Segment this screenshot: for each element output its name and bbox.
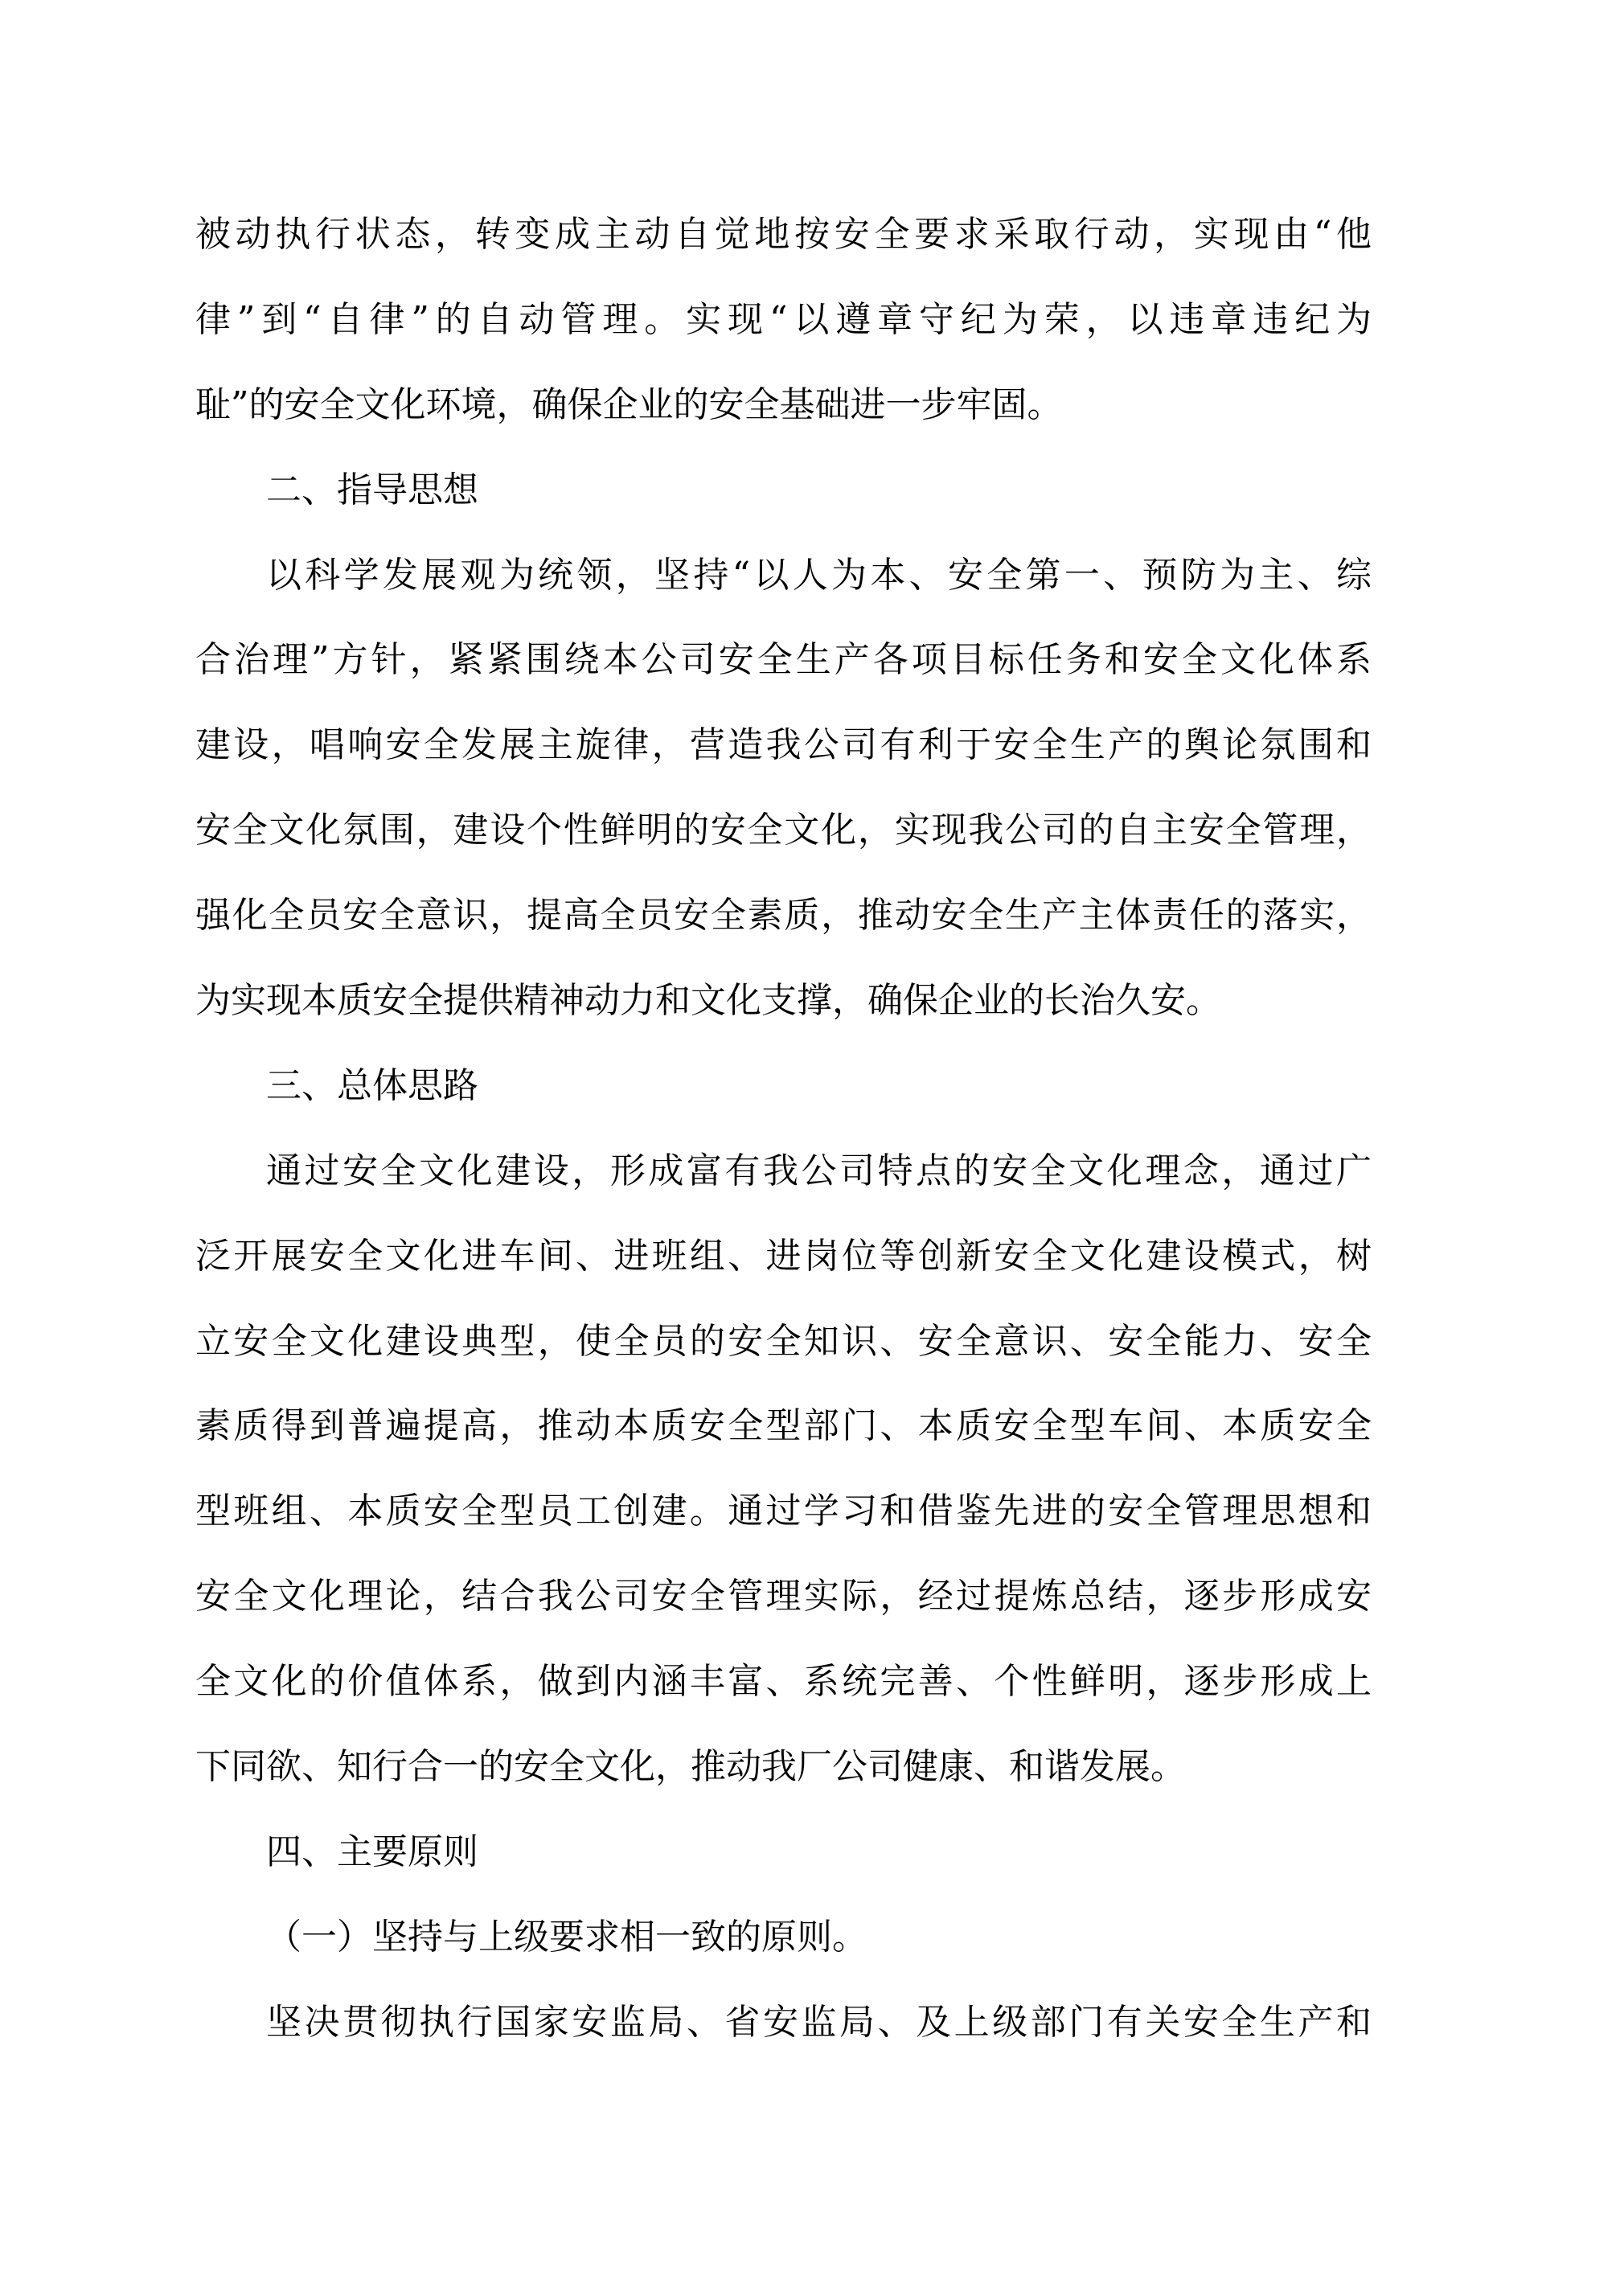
paragraph-line: 以科学发展观为统领，坚持“以人为本、安全第一、预防为主、综 (266, 554, 1372, 596)
paragraph-line: 安全文化氛围，建设个性鲜明的安全文化，实现我公司的自主安全管理， (195, 810, 1372, 851)
paragraph-line: 全文化的价值体系，做到内涵丰富、系统完善、个性鲜明，逐步形成上 (195, 1661, 1372, 1703)
paragraph-line: 泛开展安全文化进车间、进班组、进岗位等创新安全文化建设模式，树 (195, 1235, 1372, 1277)
paragraph-line: 建设，唱响安全发展主旋律，营造我公司有利于安全生产的舆论氛围和 (195, 724, 1372, 766)
paragraph-line: 坚决贯彻执行国家安监局、省安监局、及上级部门有关安全生产和 (266, 2001, 1372, 2043)
paragraph-line: 立安全文化建设典型，使全员的安全知识、安全意识、安全能力、安全 (195, 1320, 1372, 1362)
paragraph-line: 为实现本质安全提供精神动力和文化支撑，确保企业的长治久安。 (195, 980, 1221, 1022)
paragraph-line: 被动执行状态，转变成主动自觉地按安全要求采取行动，实现由“他 (195, 214, 1372, 255)
paragraph-line: 素质得到普遍提高，推动本质安全型部门、本质安全型车间、本质安全 (195, 1405, 1372, 1447)
paragraph-line: 通过安全文化建设，形成富有我公司特点的安全文化理念，通过广 (266, 1150, 1372, 1191)
paragraph-line: 型班组、本质安全型员工创建。通过学习和借鉴先进的安全管理思想和 (195, 1490, 1372, 1532)
document-body (195, 192, 1372, 2065)
section-heading-main-principles: 四、主要原则 (266, 1831, 478, 1872)
paragraph-line: 律”到“自律”的自动管理。实现“以遵章守纪为荣，以违章违纪为 (195, 298, 1372, 340)
paragraph-line: 强化全员安全意识，提高全员安全素质，推动安全生产主体责任的落实， (195, 895, 1372, 937)
subsection-heading-principle-1: （一）坚持与上级要求相一致的原则。 (266, 1916, 867, 1958)
paragraph-line: 下同欲、知行合一的安全文化，推动我厂公司健康、和谐发展。 (195, 1746, 1186, 1788)
paragraph-line: 合治理”方针，紧紧围绕本公司安全生产各项目标任务和安全文化体系 (195, 639, 1372, 681)
section-heading-guiding-ideology: 二、指导思想 (266, 469, 478, 510)
paragraph-line: 安全文化理论，结合我公司安全管理实际，经过提炼总结，逐步形成安 (195, 1576, 1372, 1617)
paragraph-line: 耻”的安全文化环境，确保企业的安全基础进一步牢固。 (195, 383, 1063, 425)
section-heading-overall-approach: 三、总体思路 (266, 1064, 478, 1106)
